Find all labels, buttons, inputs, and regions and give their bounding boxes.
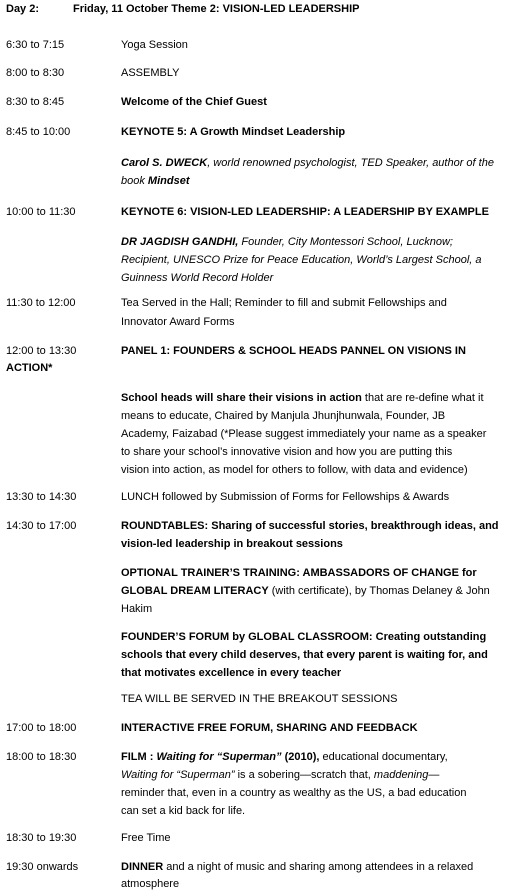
keynote5-speaker-line1 [121,158,494,169]
session-lunch: LUNCH followed by Submission of Forms for Fellowships & Awards [121,491,450,503]
keynote6-speaker-desc: Founder, City Montessori School, Lucknow; [238,236,453,248]
session-free-time: Free Time [121,832,171,844]
film-line4: can set a kid back for life. [121,805,246,817]
keynote6-speaker-line3: Guinness World Record Holder [121,272,274,284]
optional-training-line1: OPTIONAL TRAINER’S TRAINING: AMBASSADORS OF CHANGE for [121,567,477,579]
tea-breakout-note: TEA WILL BE SERVED IN THE BREAKOUT SESSIONS [121,693,398,705]
keynote6-speaker-name: DR JAGDISH GANDHI, [121,236,239,248]
founders-forum-line3: that motivates excellence in every teacher [121,667,342,679]
keynote5-speaker-line2 [121,176,189,187]
film-line2 [121,770,439,781]
keynote5-book-title: Mindset [147,175,190,187]
session-tea-line1: Tea Served in the Hall; Reminder to fill and submit Fellowships and [121,297,447,309]
keynote5-book-prefix: book [121,175,148,187]
film-line2-text: is a sobering—scratch that, [234,769,374,781]
panel1-desc-line2: means to educate, Chaired by Manjula Jhunjhunwala, Founder, JB [121,410,446,422]
keynote6-speaker-line1 [121,237,453,248]
time-lunch: 13:30 to 14:30 [6,491,77,503]
session-welcome: Welcome of the Chief Guest [121,96,267,108]
panel1-desc-line5: vision into action, as model for others to follow, with data and evidence) [121,464,468,476]
film-title: Waiting for “Superman” [156,751,282,763]
film-year: (2010), [281,751,320,763]
founders-forum-line1: FOUNDER’S FORUM by GLOBAL CLASSROOM: Creating outstanding [121,631,487,643]
time-assembly: 8:00 to 8:30 [6,67,65,79]
time-panel1: 12:00 to 13:30 [6,345,77,357]
film-line2-maddening: maddening [373,769,429,781]
session-yoga: Yoga Session [121,39,188,51]
panel1-desc-rest: that are re-define what it [361,392,484,404]
roundtables-line1: ROUNDTABLES: Sharing of successful stories, breakthrough ideas, and [121,520,499,532]
roundtables-line2: vision-led leadership in breakout sessions [121,538,343,550]
time-tea: 11:30 to 12:00 [6,297,76,309]
film-line1 [121,752,448,763]
session-assembly: ASSEMBLY [121,67,180,79]
session-free-forum: INTERACTIVE FREE FORUM, SHARING AND FEEDBACK [121,722,418,734]
time-welcome: 8:30 to 8:45 [6,96,65,108]
session-dinner-line1 [121,862,473,873]
session-panel1-title-cont: ACTION* [6,362,53,374]
session-panel1-title: PANEL 1: FOUNDERS & SCHOOL HEADS PANNEL ON VISIONS IN [121,345,466,357]
session-dinner-line2: atmosphere [121,878,180,890]
optional-training-rest: (with certificate), by Thomas Delaney & John [268,585,490,597]
film-desc: educational documentary, [319,751,448,763]
dinner-label: DINNER [121,861,164,873]
optional-training-line3: Hakim [121,603,153,615]
keynote5-speaker-name: Carol S. DWECK [121,157,208,169]
panel1-desc-line1 [121,393,484,404]
founders-forum-line2: schools that every child deserves, that every parent is waiting for, and [121,649,488,661]
time-free-forum: 17:00 to 18:00 [6,722,77,734]
time-roundtables: 14:30 to 17:00 [6,520,77,532]
keynote6-speaker-line2: Recipient, UNESCO Prize for Peace Education, World’s Largest School, a [121,254,482,266]
keynote5-speaker-desc: , world renowned psychologist, TED Speaker, author of the [207,157,494,169]
time-yoga: 6:30 to 7:15 [6,39,65,51]
day-title: Friday, 11 October Theme 2: VISION-LED LEADERSHIP [73,3,360,15]
film-label: FILM : [121,751,157,763]
session-tea-line2: Innovator Award Forms [121,316,235,328]
session-keynote6-title: KEYNOTE 6: VISION-LED LEADERSHIP: A LEADERSHIP BY EXAMPLE [121,206,489,218]
dinner-desc: and a night of music and sharing among attendees in a relaxed [163,861,474,873]
optional-training-bold: GLOBAL DREAM LITERACY [121,585,269,597]
time-keynote6: 10:00 to 11:30 [6,206,76,218]
day-label: Day 2: [6,3,40,15]
film-title-repeat: Waiting for “Superman” [121,769,235,781]
time-film: 18:00 to 18:30 [6,751,77,763]
session-keynote5-title: KEYNOTE 5: A Growth Mindset Leadership [121,126,346,138]
time-keynote5: 8:45 to 10:00 [6,126,71,138]
time-free-time: 18:30 to 19:30 [6,832,77,844]
panel1-desc-bold: School heads will share their visions in action [121,392,362,404]
film-line3: reminder that, even in a country as wealthy as the US, a bad education [121,787,467,799]
panel1-desc-line3: Academy, Faizabad (*Please suggest immediately your name as a speaker [121,428,487,440]
film-line2-dash: — [428,769,440,781]
optional-training-line2 [121,586,490,597]
panel1-desc-line4: to share your school’s innovative vision and how you are putting this [121,446,453,458]
time-dinner: 19:30 onwards [6,861,79,873]
